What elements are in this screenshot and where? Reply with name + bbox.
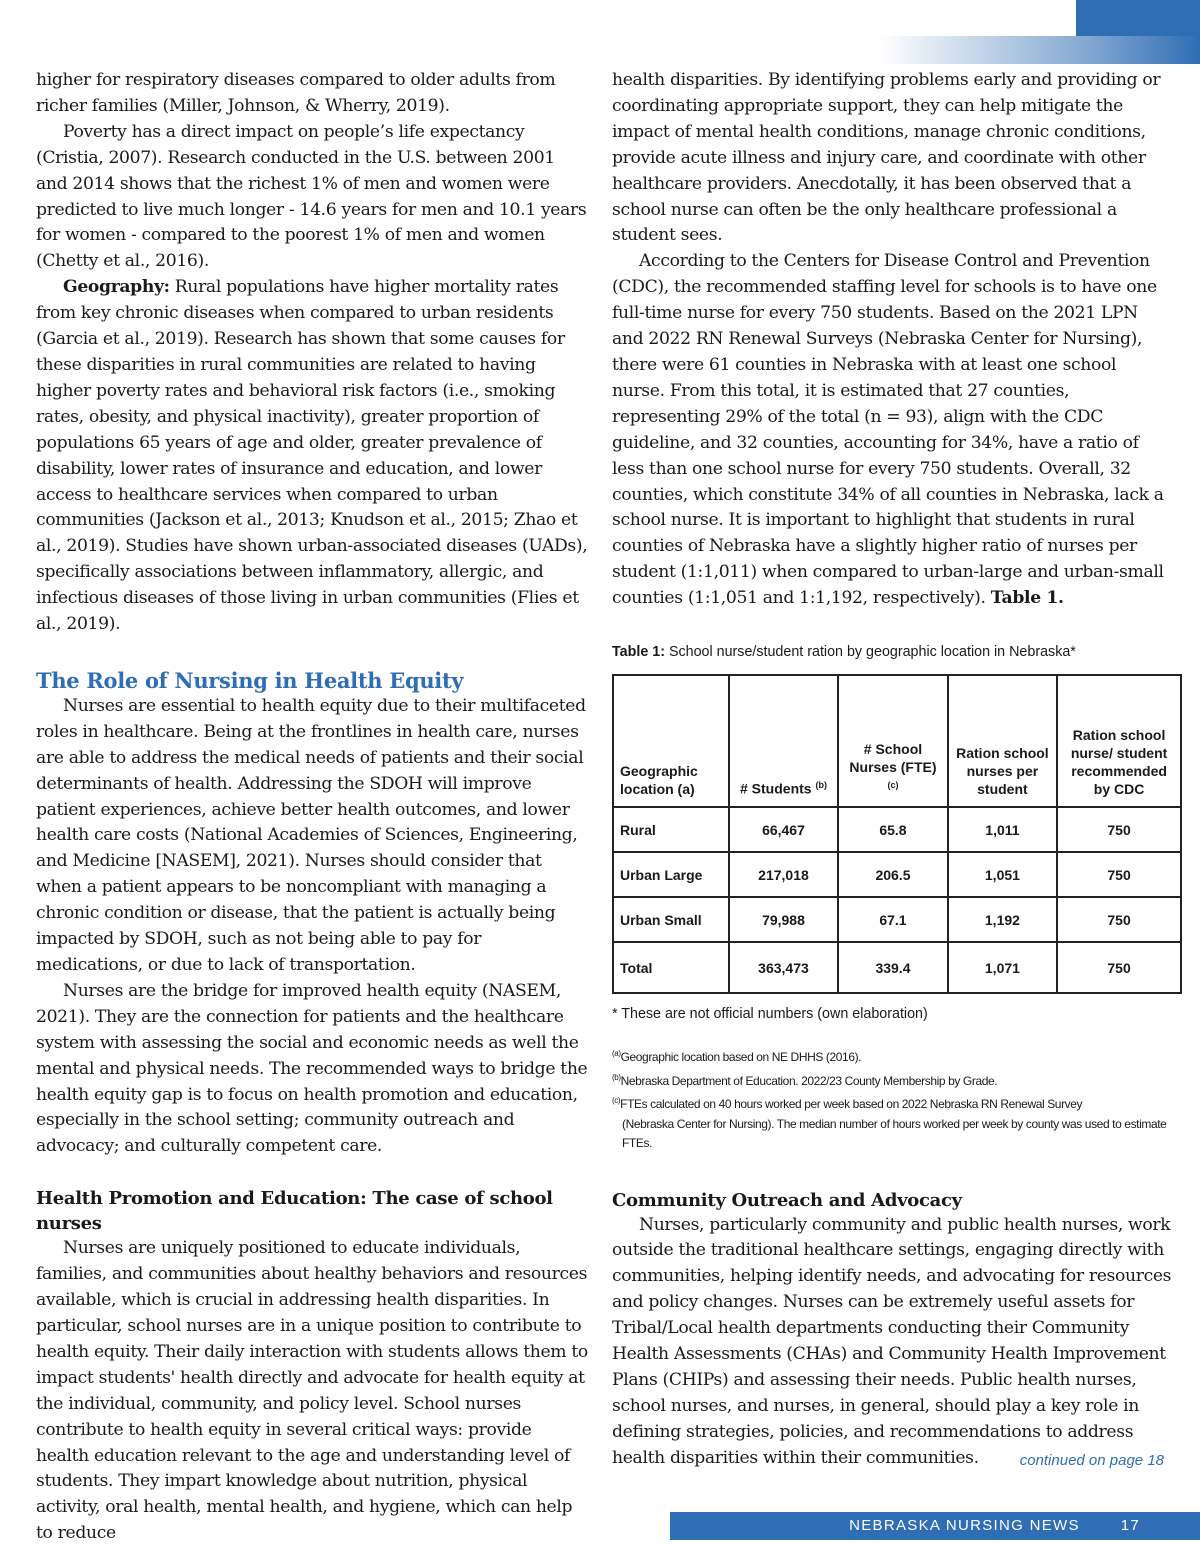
note-mark: (b)	[612, 1072, 621, 1082]
page-number: 17	[1120, 1517, 1140, 1534]
paragraph: higher for respiratory diseases compared to older adults from richer families (Miller, Johnson, & Wherry, 2019).	[36, 70, 556, 116]
paragraph-body: According to the Centers for Disease Control and Prevention (CDC), the recommended staffing level for schools is to have one full-time nurse for every 750 students. Based on the 2021 LPN and 2022 RN Renewal Surveys (Nebraska Center for Nursing), there were 61 counties in Nebraska with at least one school nurse. From this total, it is estimated that 27 counties, representing 29% of the total (n = 93), align with the CDC guideline, and 32 counties, accounting for 34%, have a ratio of less than one school nurse for every 750 students. Overall, 32 counties, which constitute 34% of all counties in Nebraska, lack a school nurse. It is important to highlight that students in rural counties of Nebraska have a slightly higher ratio of nurses per student (1:1,011) when compared to urban-large and urban-small counties (1:1,051 and 1:1,192, respectively).	[612, 251, 1164, 609]
subheading: Community Outreach and Advocacy	[612, 1189, 962, 1211]
table-row	[613, 807, 1181, 852]
cell-location: Rural	[613, 807, 729, 852]
cell-location: Urban Large	[613, 852, 729, 897]
cell-nurses: 65.8	[838, 807, 947, 852]
publication-name: NEBRASKA NURSING NEWS	[849, 1517, 1080, 1534]
nurse-ratio-table	[612, 674, 1182, 994]
cell-ratio: 1,011	[948, 807, 1057, 852]
paragraph	[612, 249, 1172, 612]
header-nurses-label: # School Nurses (FTE)	[849, 741, 937, 776]
cell-students: 217,018	[729, 852, 839, 897]
cell-location: Urban Small	[613, 897, 729, 942]
cell-recommended: 750	[1057, 852, 1181, 897]
footer-bar	[670, 1512, 1200, 1540]
paragraph: Nurses, particularly community and public health nurses, work outside the traditional healthcare settings, engaging directly with communities, helping identify needs, and advocating for resources and policy changes. Nurses can be extremely useful assets for Tribal/Local health departments conducting their Community Health Assessments (CHAs) and Community Health Improvement Plans (CHIPs) and assessing their needs. Public health nurses, school nurses, and nurses, in general, should play a key role in defining strategies, policies, and recommendations to address health disparities within their communities.	[612, 1214, 1172, 1468]
cell-students: 363,473	[729, 942, 839, 993]
subheading: Health Promotion and Education: The case of school nurses	[36, 1188, 553, 1235]
note-continuation: (Nebraska Center for Nursing). The median number of hours worked per week by county was used to estimate FTEs.	[622, 1116, 1167, 1151]
note-text: FTEs calculated on 40 hours worked per week based on 2022 Nebraska RN Renewal Survey	[620, 1097, 1083, 1112]
header-students-sup: (b)	[815, 780, 827, 791]
cell-students: 66,467	[729, 807, 839, 852]
table-footnote: * These are not official numbers (own elaboration)	[612, 1006, 928, 1023]
table-header-row	[613, 675, 1181, 807]
table-caption	[612, 642, 1172, 662]
note-mark: (a)	[612, 1049, 621, 1059]
note-mark: (c)	[612, 1096, 621, 1106]
header-nurses	[838, 675, 947, 807]
paragraph: health disparities. By identifying problems early and providing or coordinating appropriate support, they can help mitigate the impact of mental health conditions, manage chronic conditions, provide acute illness and injury care, and coordinate with other healthcare providers. Anecdotally, it has been observed that a school nurse can often be the only healthcare professional a student sees.	[612, 70, 1161, 246]
header-gradient-bar	[880, 36, 1200, 64]
header-location: Geographic location (a)	[613, 675, 729, 807]
table-row	[613, 852, 1181, 897]
table-reference: Table 1.	[990, 588, 1064, 609]
table-row	[613, 897, 1181, 942]
paragraph: Nurses are the bridge for improved health equity (NASEM, 2021). They are the connection for patients and the healthcare system with assessing the social and economic needs as well the mental and physical needs. The recommended ways to bridge the health equity gap is to focus on health promotion and education, especially in the school setting; community outreach and advocacy; and culturally competent care.	[36, 980, 588, 1157]
paragraph-lead: Geography:	[63, 277, 170, 298]
left-column	[36, 68, 588, 1547]
paragraph: Nurses are uniquely positioned to educate individuals, families, and communities about healthy behaviors and resources available, which is crucial in addressing health disparities. In particular, school nurses are in a unique position to contribute to health equity. Their daily interaction with students allows them to impact students' health directly and advocate for health equity at the individual, community, and policy level. School nurses contribute to health equity in several critical ways: provide health education relevant to the age and understanding level of students. They impart knowledge about nutrition, physical activity, oral health, mental health, and hygiene, which can help to reduce	[36, 1238, 588, 1544]
cell-location: Total	[613, 942, 729, 993]
table-caption-text: School nurse/student ration by geographic location in Nebraska*	[664, 644, 1076, 661]
header-students-label: # Students	[740, 781, 812, 798]
cell-nurses: 339.4	[838, 942, 947, 993]
note-line	[612, 1044, 1172, 1068]
section-heading: The Role of Nursing in Health Equity	[36, 667, 464, 693]
cell-ratio: 1,051	[948, 852, 1057, 897]
header-nurses-sup: (c)	[887, 780, 899, 791]
right-column	[612, 68, 1172, 1472]
continued-note: continued on page 18	[1019, 1452, 1164, 1469]
cell-recommended: 750	[1057, 942, 1181, 993]
cell-recommended: 750	[1057, 807, 1181, 852]
paragraph	[36, 275, 588, 638]
table-notes	[612, 1044, 1172, 1154]
paragraph: Nurses are essential to health equity due to their multifaceted roles in healthcare. Being at the frontlines in health care, nurses are able to address the medical needs of patients and their social determinants of health. Addressing the SDOH will improve patient experiences, achieve better health outcomes, and lower health care costs (National Academies of Sciences, Engineering, and Medicine [NASEM], 2021). Nurses should consider that when a patient appears to be noncompliant with managing a chronic condition or disease, that the patient is actually being impacted by SDOH, such as not being able to pay for medications, or due to lack of transportation.	[36, 695, 586, 975]
header-recommended: Ration school nurse/ student recommended by CDC	[1057, 675, 1181, 807]
note-text: Nebraska Department of Education. 2022/23 County Membership by Grade.	[620, 1073, 998, 1088]
cell-nurses: 206.5	[838, 852, 947, 897]
table-caption-label: Table 1:	[612, 644, 665, 661]
paragraph: Poverty has a direct impact on people’s life expectancy (Cristia, 2007). Research conducted in the U.S. between 2001 and 2014 shows that the richest 1% of men and women were predicted to live much longer - 14.6 years for men and 10.1 years for women - compared to the poorest 1% of men and women (Chetty et al., 2016).	[36, 121, 587, 272]
note-text: Geographic location based on NE DHHS (2016).	[620, 1050, 862, 1065]
header-ratio: Ration school nurses per student	[948, 675, 1057, 807]
paragraph-body: Rural populations have higher mortality rates from key chronic diseases when compared to urban residents (Garcia et al., 2019). Research has shown that some causes for these disparities in rural communities are related to having higher poverty rates and behavioral risk factors (i.e., smoking rates, obesity, and physical inactivity), greater proportion of populations 65 years of age and older, greater prevalence of disability, lower rates of insurance and education, and lower access to healthcare services when compared to urban communities (Jackson et al., 2013; Knudson et al., 2015; Zhao et al., 2019). Studies have shown urban-associated diseases (UADs), specifically associations between inflammatory, allergic, and infectious diseases of those living in urban communities (Flies et al., 2019).	[36, 277, 588, 635]
cell-recommended: 750	[1057, 897, 1181, 942]
cell-nurses: 67.1	[838, 897, 947, 942]
cell-ratio: 1,071	[948, 942, 1057, 993]
note-line	[612, 1091, 1172, 1115]
table-total-row	[613, 942, 1181, 993]
cell-ratio: 1,192	[948, 897, 1057, 942]
header-students	[729, 675, 839, 807]
note-line	[612, 1068, 1172, 1092]
footer-text	[849, 1517, 1200, 1534]
corner-color-block	[1076, 0, 1200, 36]
cell-students: 79,988	[729, 897, 839, 942]
